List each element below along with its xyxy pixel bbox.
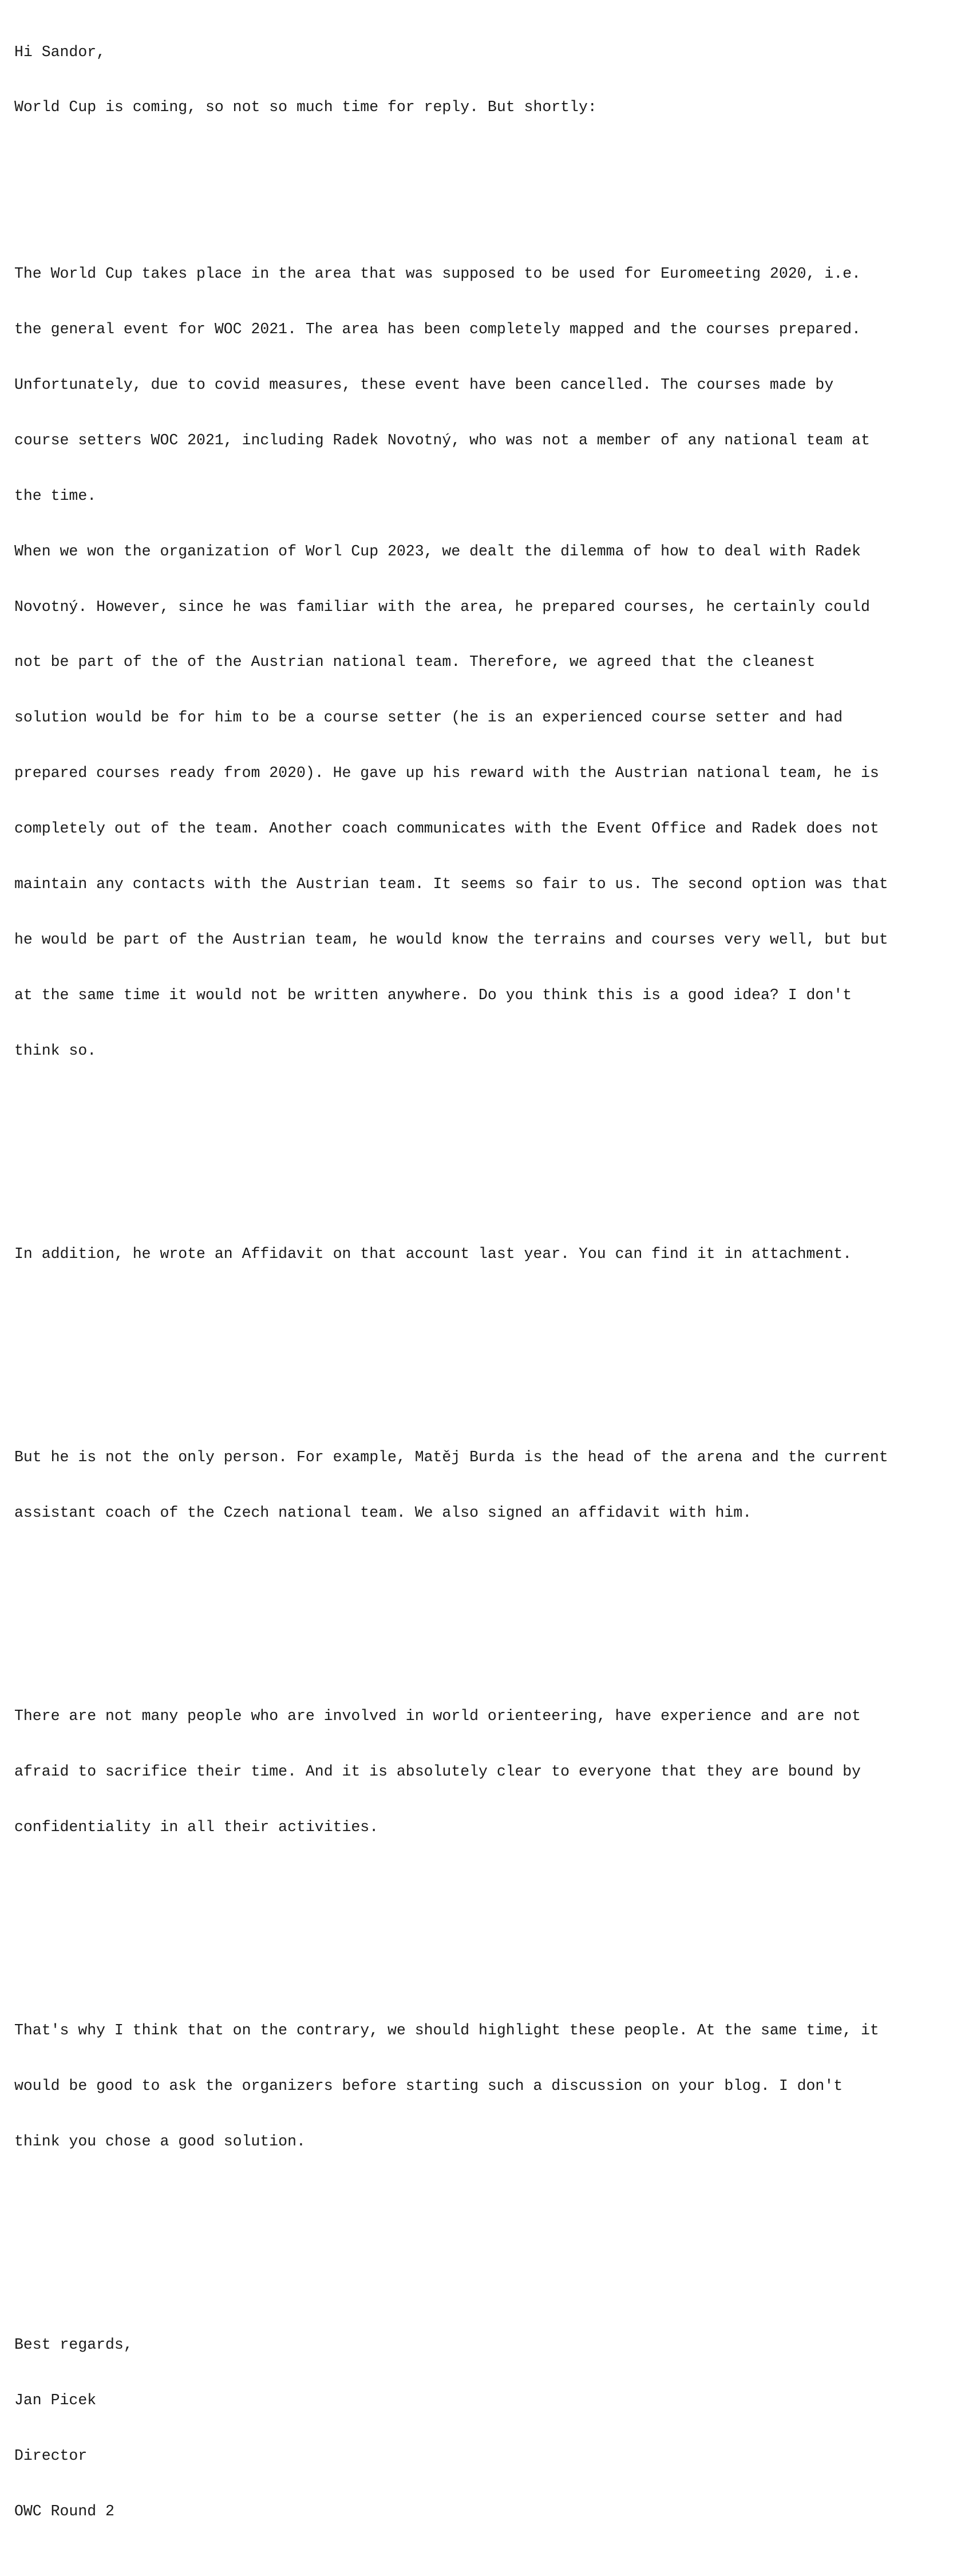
paragraph-line: Novotný. However, since he was familiar with the area, he prepared courses, he certainly could [14, 598, 870, 616]
blank-line [14, 153, 953, 172]
paragraph-3 [14, 1411, 953, 1559]
paragraph-line: the time. [14, 487, 97, 504]
paragraph-line: maintain any contacts with the Austrian team. It seems so fair to us. The second option was that [14, 875, 888, 893]
paragraph-line: Unfortunately, due to covid measures, these event have been cancelled. The courses made by [14, 376, 834, 393]
signature-closing: Best regards, [14, 2336, 133, 2354]
email-body [14, 6, 953, 2576]
paragraph-line: at the same time it would not be written anywhere. Do you think this is a good idea? I don't [14, 986, 852, 1004]
paragraph-line: assistant coach of the Czech national team. We also signed an affidavit with him. [14, 1504, 752, 1522]
paragraph-line: afraid to sacrifice their time. And it is absolutely clear to everyone that they are bound by [14, 1763, 861, 1781]
blank-line [14, 1134, 953, 1152]
paragraph-line: think you chose a good solution. [14, 2133, 306, 2151]
paragraph-line: completely out of the team. Another coach communicates with the Event Office and Radek does not [14, 820, 879, 838]
paragraph-2 [14, 1208, 953, 1300]
signature-name: Jan Picek [14, 2392, 97, 2409]
paragraph-line: would be good to ask the organizers before starting such a discussion on your blog. I don't [14, 2077, 843, 2095]
blank-line [14, 1596, 953, 1615]
paragraph-line: In addition, he wrote an Affidavit on that account last year. You can find it in attachment. [14, 1245, 852, 1263]
paragraph-line: course setters WOC 2021, including Radek Novotný, who was not a member of any national team at [14, 431, 870, 449]
paragraph-5 [14, 1985, 953, 2188]
paragraph-1 [14, 228, 953, 1097]
blank-line [14, 2225, 953, 2243]
signature-title: Director [14, 2447, 88, 2465]
blank-line [14, 1911, 953, 1929]
greeting-line: Hi Sandor, [14, 43, 106, 61]
paragraph-line: think so. [14, 1042, 97, 1059]
paragraph-line: solution would be for him to be a course setter (he is an experienced course setter and had [14, 709, 843, 727]
paragraph-line: he would be part of the Austrian team, he would know the terrains and courses very well, but but [14, 930, 888, 948]
paragraph-line: prepared courses ready from 2020). He gave up his reward with the Austrian national team, he is [14, 764, 879, 782]
intro-line: World Cup is coming, so not so much time for reply. But shortly: [14, 98, 597, 116]
signature-organization: OWC Round 2 [14, 2503, 114, 2520]
paragraph-line: the general event for WOC 2021. The area has been completely mapped and the courses prepared. [14, 321, 861, 338]
paragraph-line: confidentiality in all their activities. [14, 1818, 379, 1836]
paragraph-4 [14, 1670, 953, 1873]
paragraph-line: There are not many people who are involved in world orienteering, have experience and are not [14, 1707, 861, 1725]
paragraph-line: not be part of the of the Austrian national team. Therefore, we agreed that the cleanest [14, 653, 816, 671]
blank-line [14, 1337, 953, 1355]
paragraph-line: The World Cup takes place in the area that was supposed to be used for Euromeeting 2020, i.e. [14, 265, 861, 283]
paragraph-line: But he is not the only person. For example, Matěj Burda is the head of the arena and the current [14, 1449, 888, 1466]
paragraph-line: When we won the organization of Worl Cup 2023, we dealt the dilemma of how to deal with Radek [14, 542, 861, 560]
paragraph-line: That's why I think that on the contrary, we should highlight these people. At the same time, it [14, 2022, 879, 2040]
signature-block [14, 2299, 953, 2558]
